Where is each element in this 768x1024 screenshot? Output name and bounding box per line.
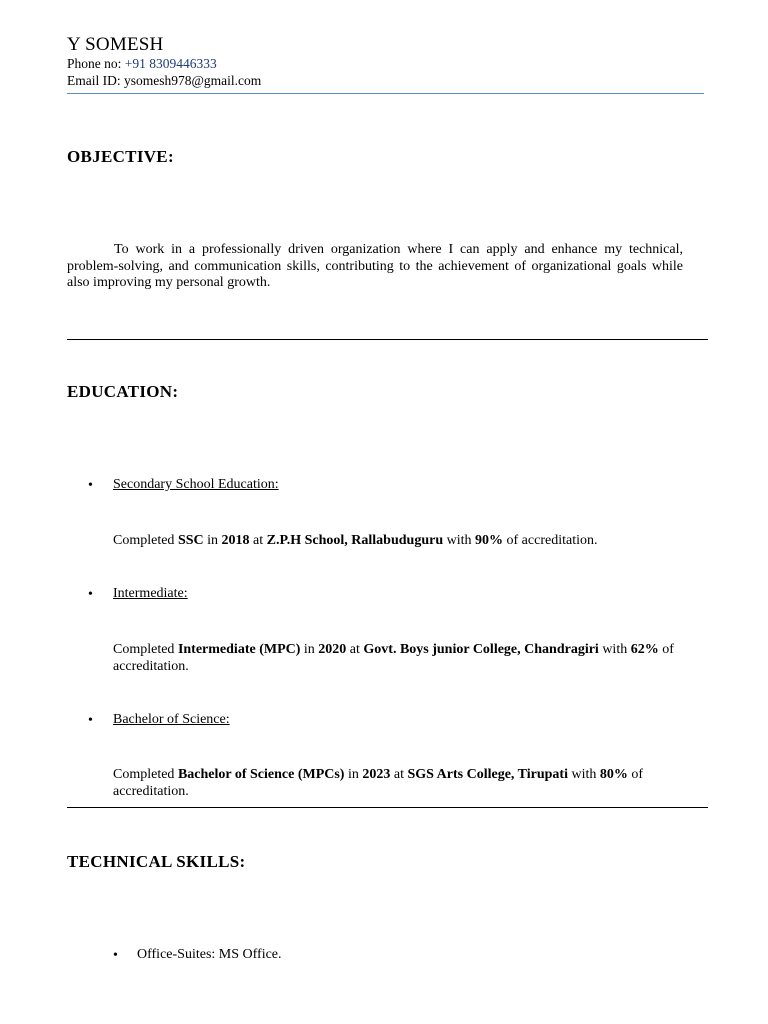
email-line [67,73,261,89]
objective-heading: OBJECTIVE: [67,147,174,166]
bullet-icon: • [88,478,93,493]
phone-line [67,56,217,72]
header-divider [67,93,704,94]
section-divider [67,339,708,340]
bullet-icon: • [88,587,93,602]
phone-number[interactable]: +91 8309446333 [124,56,217,71]
education-item-heading: Intermediate: [113,586,188,601]
bullet-icon: • [113,948,118,963]
education-item-heading: Secondary School Education: [113,477,279,492]
education-item-heading: Bachelor of Science: [113,712,230,727]
candidate-name: Y SOMESH [67,34,164,55]
technical-skills-heading: TECHNICAL SKILLS: [67,852,246,871]
objective-text: To work in a professionally driven organization where I can apply and enhance my technical, problem-solving, and communication skills, contributing to the achievement of organizational goals while also improving my personal growth. [67,242,683,291]
education-item-detail: Completed Intermediate (MPC) in 2020 at Govt. Boys junior College, Chandragiri with 62% of accreditation. [113,642,674,674]
bullet-icon: • [88,713,93,728]
education-item-detail: Completed Bachelor of Science (MPCs) in 2023 at SGS Arts College, Tirupati with 80% of accreditation. [113,767,644,799]
email-label: Email ID: [67,73,124,88]
skill-item: Office-Suites: MS Office. [137,947,282,962]
section-divider [67,807,708,808]
phone-label: Phone no: [67,56,125,71]
email-address[interactable]: ysomesh978@gmail.com [124,73,262,88]
education-heading: EDUCATION: [67,382,179,401]
education-item-detail: Completed SSC in 2018 at Z.P.H School, Rallabuduguru with 90% of accreditation. [113,533,598,548]
